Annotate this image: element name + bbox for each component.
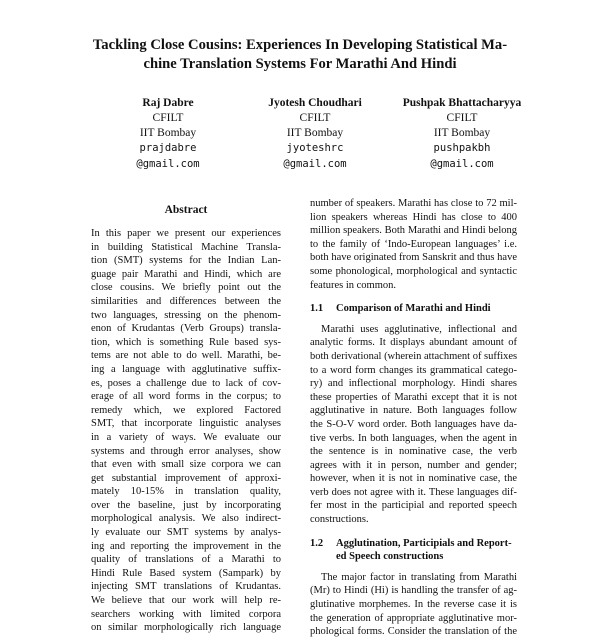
text-line: remedy which, we explored Factored [91, 404, 281, 416]
text-line: mately 10-15% in translation quality, [91, 486, 281, 498]
text-line: the generation of appropriate agglutinative mor- [310, 612, 517, 624]
text-line: that even with small size corpora we can [91, 459, 281, 471]
text-line: lion speakers whereas Hindi has close to 400 [310, 211, 517, 223]
section-heading-1-1 [310, 302, 517, 316]
title-line: chine Translation Systems For Marathi And Hindi [143, 56, 457, 72]
section-number: 1.1 [310, 303, 324, 315]
text-line: (Mr) to Hindi (Hi) is handling the transfer of ag- [310, 585, 517, 597]
text-line: In this paper we present our experiences [91, 228, 281, 239]
text-line: similarities and differences between the [91, 295, 281, 307]
author-jyotesh-choudhari [242, 96, 388, 172]
text-line: verb does not agree with it. These languages dif- [310, 486, 517, 498]
author-email-domain: @gmail.com [136, 157, 200, 170]
text-line: the S-O-V word order. Both languages have da- [310, 418, 517, 430]
text-line: these properties of Marathi except that it is not [310, 391, 517, 403]
text-line: quality of translations of a Marathi to [91, 554, 281, 566]
text-line: morphological analysis. We also indirect- [91, 513, 281, 525]
author-email-user: prajdabre [139, 142, 197, 154]
text-line: ing a language with agglutinative suffix- [91, 363, 281, 375]
text-line: tion (SMT) systems for the Indian Lan- [91, 255, 281, 267]
section-title: Comparison of Marathi and Hindi [336, 303, 491, 315]
text-line: glutinative morphemes. In the reverse case it is [310, 599, 517, 611]
text-line: ly evaluate our SMT systems by analys- [91, 527, 281, 539]
text-line: searchers working with limited corpora [91, 608, 281, 620]
section-number: 1.2 [310, 537, 324, 549]
author-email-domain: @gmail.com [430, 157, 494, 170]
text-line: Marathi uses agglutinative, inflectional and [321, 323, 517, 335]
text-line: two languages, stressing on the phenom- [91, 309, 281, 321]
text-line: both have originated from Sanskrit and thus have [310, 252, 517, 264]
text-line: features in common. [310, 279, 397, 291]
text-line: in building Statistical Machine Transla- [91, 241, 281, 253]
text-line: ry) and inflectional morphology. Hindi shares [310, 378, 517, 390]
author-affiliation: CFILT [299, 112, 331, 124]
text-line: tion, which is something Rule based sys- [91, 336, 281, 348]
text-line: on similar morphologically rich language [91, 622, 281, 634]
text-line: tive verbs. In both languages, when the agent in [310, 432, 517, 444]
author-affiliation: CFILT [446, 112, 478, 124]
text-line: guage pair Marathi and Hindi, which are [91, 268, 281, 280]
author-institution: IIT Bombay [139, 127, 197, 139]
text-line: es, poses a challenge due to lack of cov- [91, 377, 281, 389]
text-line: the sentence is in nominative case, the verb [310, 446, 517, 458]
text-line: erage of all word forms in the corpus; to [91, 391, 281, 403]
abstract-body [91, 227, 281, 635]
text-line: constructions. [310, 514, 369, 526]
author-name: Pushpak Bhattacharyya [402, 97, 522, 109]
text-line: number of speakers. Marathi has close to 72 mil- [310, 198, 517, 209]
author-email-user: pushpakbh [433, 142, 491, 154]
text-line: million speakers. Both Marathi and Hindi belong [310, 225, 517, 237]
text-line: to a word form changes its grammatical catego- [310, 364, 517, 376]
author-name: Raj Dabre [142, 97, 194, 109]
author-affiliation: CFILT [152, 112, 184, 124]
text-line: close cousins. We briefly point out the [91, 282, 281, 294]
text-line: get substantial improvement of approxi- [91, 472, 281, 484]
section-title-line: Agglutination, Participials and Report- [336, 537, 512, 549]
text-line: phological forms. Consider the translation of the [310, 626, 517, 638]
text-line: Hindi Rule Based system (Sampark) by [91, 567, 281, 579]
text-line: agglutinative in nature. Both languages follow [310, 405, 517, 417]
author-email-user: jyoteshrc [286, 142, 344, 154]
text-line: SMT, that incorporate linguistic analyses [91, 418, 281, 430]
text-line: tems are not able to do well. Marathi, be- [91, 350, 281, 362]
right-column [310, 197, 517, 639]
author-institution: IIT Bombay [433, 127, 491, 139]
section-title [336, 537, 512, 564]
section-1-2-body [310, 571, 517, 639]
text-line: some phonological, morphological and syntactic [310, 265, 517, 277]
text-line: in a variety of ways. We evaluate our [91, 431, 281, 443]
text-line: We believe that our work will help re- [91, 595, 281, 607]
intro-continuation [310, 197, 517, 292]
text-line: however, when it is not in nominative case, the [310, 473, 517, 485]
text-line: agrees with it in person, number and gender; [310, 459, 517, 471]
author-pushpak-bhattacharyya [389, 96, 535, 172]
title-line: Tackling Close Cousins: Experiences In Developing Statistical Ma- [92, 37, 508, 53]
text-line: both derivational (wherein attachment of suffixes [310, 350, 518, 362]
author-block [95, 96, 535, 172]
author-email-domain: @gmail.com [283, 157, 347, 170]
text-line: enon of Krudantas (Verb Groups) transla- [91, 323, 281, 335]
author-name: Jyotesh Choudhari [268, 97, 362, 109]
text-line: systems and through error analyses, show [91, 445, 281, 457]
section-heading-1-2 [310, 537, 517, 564]
text-line: analytic forms. It displays abundant amount of [310, 337, 517, 349]
text-line: ing and reporting the improvement in the [91, 540, 281, 552]
text-line: to the family of ‘Indo-European languages’ i.e. [310, 238, 517, 250]
paper-title [60, 36, 540, 74]
text-line: over the baseline, just by incorporating [91, 499, 281, 511]
author-institution: IIT Bombay [286, 127, 344, 139]
text-line: injecting SMT translations of Krudantas. [91, 581, 281, 593]
section-title-line: ed Speech constructions [336, 551, 444, 563]
section-1-1-body [310, 323, 517, 527]
text-line: fer most in the participial and reported speech [310, 500, 517, 512]
left-column [91, 203, 281, 635]
abstract-heading: Abstract [164, 204, 208, 216]
author-raj-dabre [95, 96, 241, 172]
text-line: The major factor in translating from Marathi [321, 571, 517, 583]
